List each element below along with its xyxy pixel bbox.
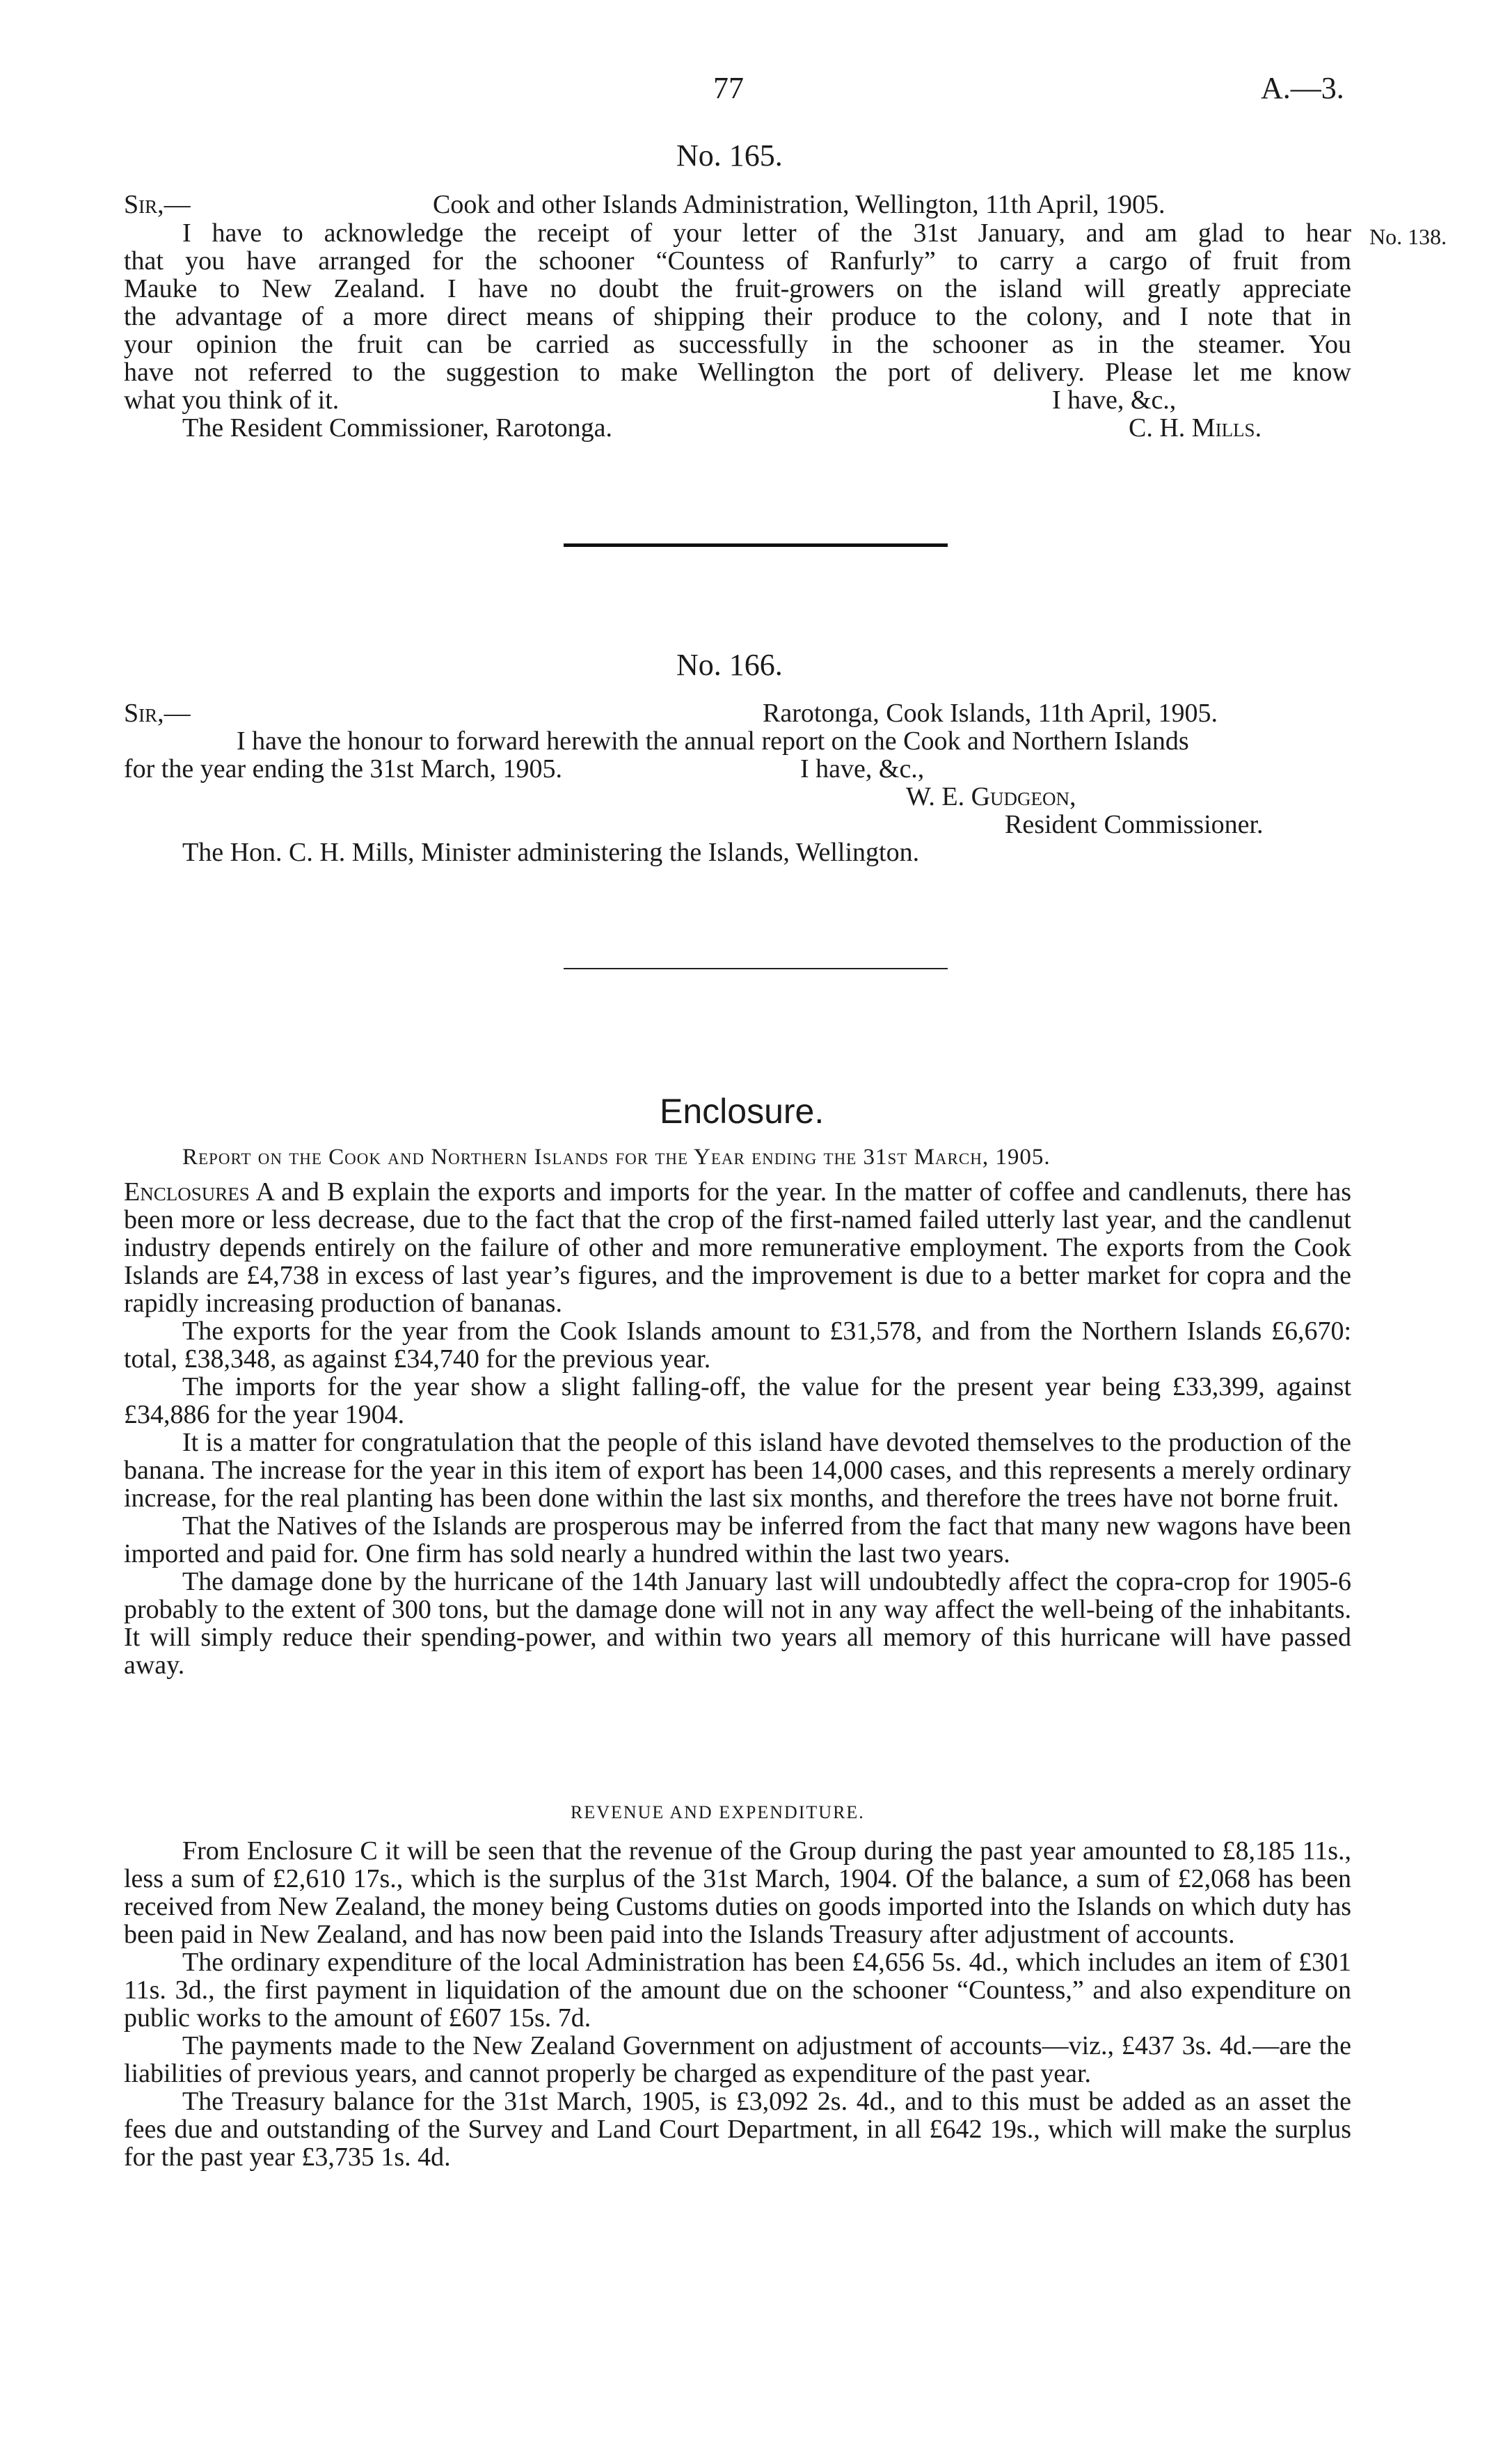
paragraph: The payments made to the New Zealand Government on adjustment of accounts—viz., £437 3s. 4d.—are the liabilities of previous years, and cannot properly be charged as expenditure of the past year. <box>124 2031 1351 2088</box>
report-title: Report on the Cook and Northern Islands for the Year ending the 31st March, 1905. <box>182 1145 1051 1170</box>
paragraph: The ordinary expenditure of the local Administration has been £4,656 5s. 4d., which includes an item of £301 11s. 3d., the first payment in liquidation of the amount due on the schooner “Countess,” and also expenditure on public works to the amount of £607 15s. 7d. <box>124 1948 1351 2033</box>
section-divider <box>564 968 948 969</box>
recipient-165: The Resident Commissioner, Rarotonga. <box>182 413 613 443</box>
salutation-165: Sir,— <box>124 190 191 219</box>
letter-line: for the year ending the 31st March, 1905. <box>124 754 562 784</box>
salutation-166: Sir,— <box>124 699 191 728</box>
recipient-166: The Hon. C. H. Mills, Minister administering the Islands, Wellington. <box>182 838 920 867</box>
letter-line: I have to acknowledge the receipt of your letter of the 31st January, and am glad to hear <box>182 218 1351 248</box>
letter-line: your opinion the fruit can be carried as successfully in the schooner as in the steamer. You <box>124 330 1351 359</box>
paragraph: The damage done by the hurricane of the 14th January last will undoubtedly affect the copra-crop for 1905-6 probably to the extent of 300 tons, but the damage done will not in any way affect the well-being of the inhabitants. It will simply reduce their spending-power, and within two years all memory of this hurricane will have passed away. <box>124 1567 1351 1680</box>
margin-reference: No. 138. <box>1369 224 1447 249</box>
paragraph: From Enclosure C it will be seen that the revenue of the Group during the past year amounted to £8,185 11s., less a sum of £2,610 17s., which is the surplus of the 31st March, 1904. Of the balance, a sum of £2,068 has been received from New Zealand, the money being Customs duties on goods imported into the Islands on which duty has been paid in New Zealand, and has now been paid into the Islands Treasury after adjustment of accounts. <box>124 1836 1351 1949</box>
letter-body-165 <box>124 219 1351 414</box>
document-reference: A.—3. <box>1261 71 1344 105</box>
letter-line: I have the honour to forward herewith the annual report on the Cook and Northern Islands <box>237 726 1189 756</box>
paragraph: The Treasury balance for the 31st March, 1905, is £3,092 2s. 4d., and to this must be added as an asset the fees due and outstanding of the Survey and Land Court Department, in all £642 19s., which will make the surplus for the past year £3,735 1s. 4d. <box>124 2087 1351 2172</box>
section-divider <box>564 543 948 547</box>
letter-number-166: No. 166. <box>676 648 783 682</box>
paragraph-lead: Enclosures <box>124 1177 250 1207</box>
address-166: Rarotonga, Cook Islands, 11th April, 1905. <box>763 699 1218 728</box>
letter-number-165: No. 165. <box>676 138 783 173</box>
enclosure-title: Enclosure. <box>660 1092 825 1131</box>
enclosure-body <box>124 1178 1351 1679</box>
letter-line: Mauke to New Zealand. I have no doubt the fruit-growers on the island will greatly appreciate <box>124 274 1351 303</box>
letter-line: that you have arranged for the schooner “Countess of Ranfurly” to carry a cargo of fruit from <box>124 246 1351 276</box>
paragraph: The imports for the year show a slight falling-off, the value for the present year being £33,399, against £34,886 for the year 1904. <box>124 1372 1351 1429</box>
closing-166: I have, &c., <box>800 754 925 784</box>
signature-166: W. E. Gudgeon, <box>906 782 1076 811</box>
signature-165: C. H. Mills. <box>1129 413 1262 443</box>
letter-line: have not referred to the suggestion to make Wellington the port of delivery. Please let me know <box>124 358 1351 387</box>
page-number: 77 <box>713 71 744 105</box>
address-165: Cook and other Islands Administration, Wellington, 11th April, 1905. <box>433 190 1165 219</box>
paragraph: The exports for the year from the Cook Islands amount to £31,578, and from the Northern Islands £6,670: total, £38,348, as against £34,740 for the previous year. <box>124 1317 1351 1374</box>
paragraph: That the Natives of the Islands are prosperous may be inferred from the fact that many new wagons have been imported and paid for. One firm has sold nearly a hundred within the last two years. <box>124 1511 1351 1568</box>
paragraph: Enclosures A and B explain the exports and imports for the year. In the matter of coffee and candlenuts, there has been more or less decrease, due to the fact that the crop of the first-named failed utterly last year, and the candlenut industry depends entirely on the failure of other and more remunerative employment. The exports from the Cook Islands are £4,738 in excess of last year’s figures, and the improvement is due to a better market for copra and the rapidly increasing production of bananas. <box>124 1177 1351 1318</box>
signature-title-166: Resident Commissioner. <box>1005 810 1264 839</box>
paragraph: It is a matter for congratulation that the people of this island have devoted themselves to the production of the banana. The increase for the year in this item of export has been 14,000 cases, and this represents a merely ordinary increase, for the real planting has been done within the last six months, and therefore the trees have not borne fruit. <box>124 1428 1351 1513</box>
revenue-body <box>124 1837 1351 2171</box>
closing-165: I have, &c., <box>1052 385 1177 415</box>
letter-line: what you think of it. <box>124 385 340 415</box>
letter-line: the advantage of a more direct means of shipping their produce to the colony, and I note that in <box>124 302 1351 331</box>
revenue-heading: REVENUE AND EXPENDITURE. <box>571 1802 865 1822</box>
